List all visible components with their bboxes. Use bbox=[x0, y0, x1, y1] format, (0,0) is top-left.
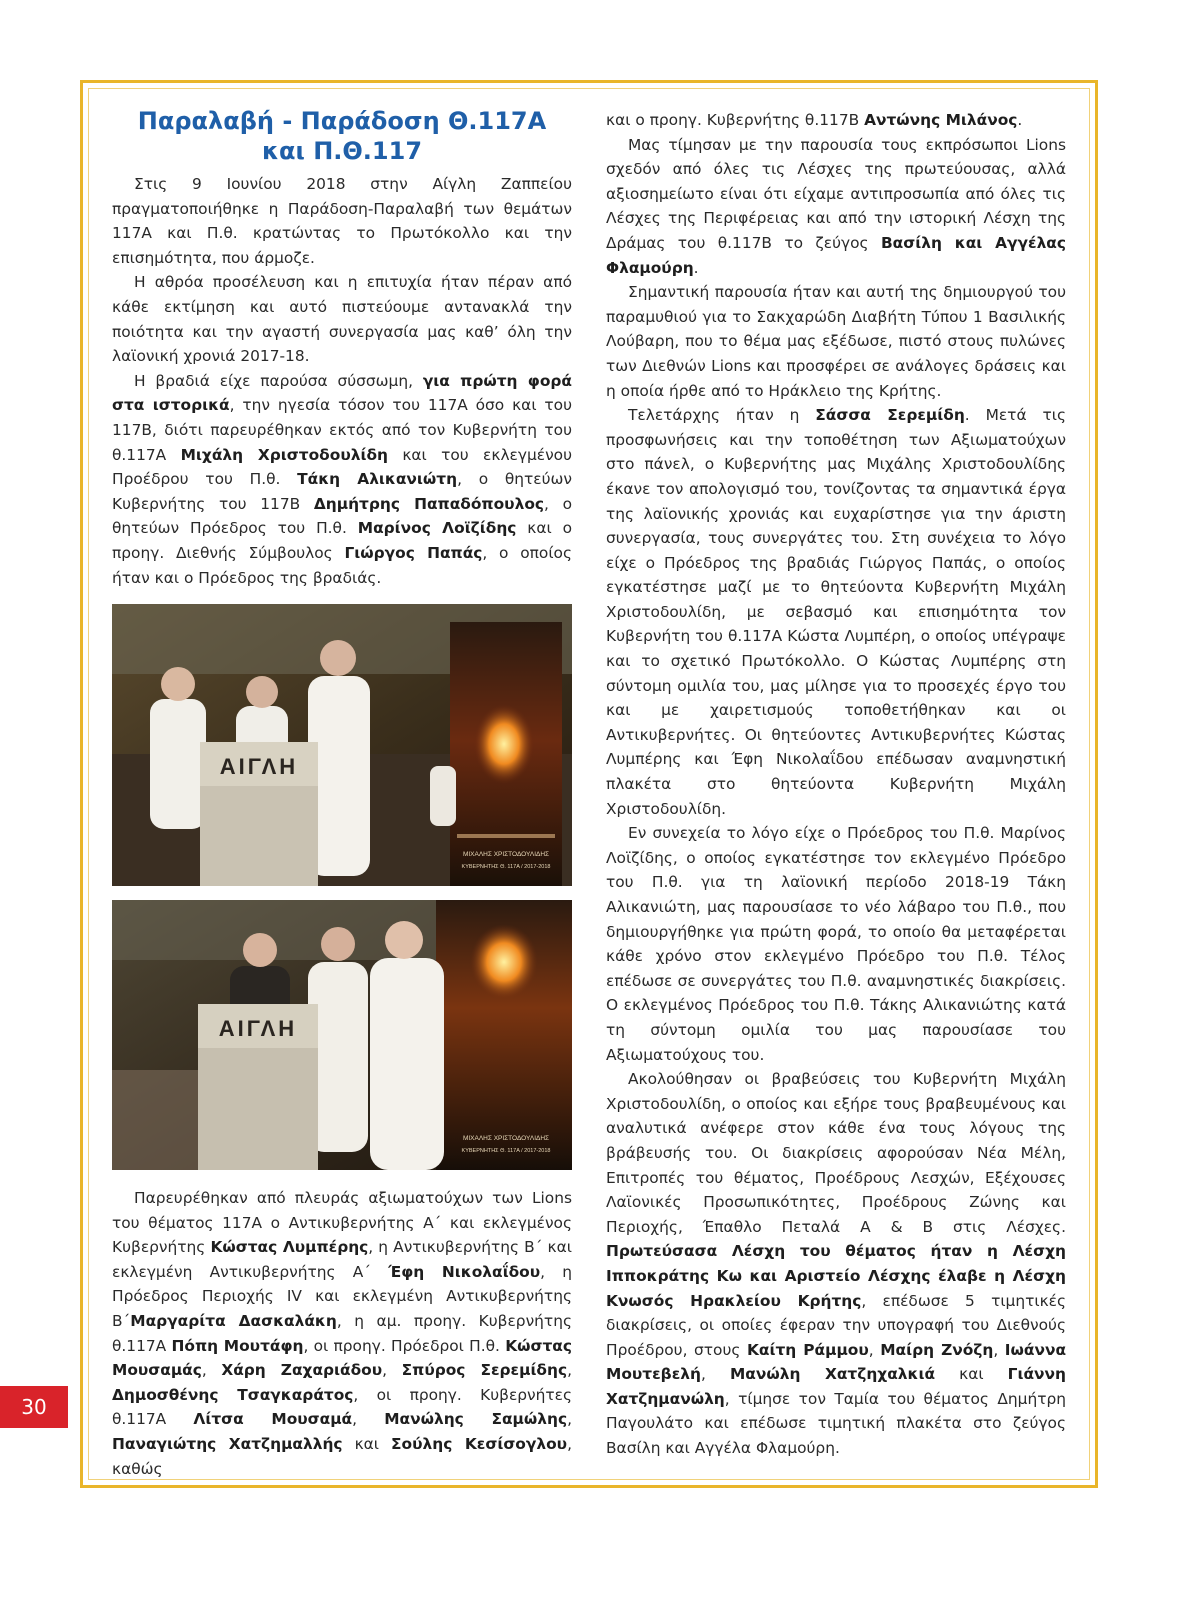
text-run: και του εκλεγμένου Προέδρου του Π.θ. bbox=[112, 445, 573, 489]
text-run: , ο οποίος ήταν και ο Πρόεδρος της βραδιάς. bbox=[112, 543, 572, 587]
podium-text: ΑΙΓΛΗ bbox=[219, 754, 299, 779]
text-run: Παρευρέθηκαν από πλευράς αξιωματούχων των Lions του θέματος 117Α ο Αντικυβερνήτης Α΄ και εκλεγμένος Κυβερνήτης bbox=[112, 1189, 572, 1257]
text-run: και ο προηγ. Διεθνής Σύμβουλος bbox=[112, 519, 573, 562]
bold-run: Χάρη Ζαχαριάδου bbox=[221, 1361, 383, 1380]
article-title bbox=[112, 106, 572, 166]
bold-run: Κώστας Λυμπέρης bbox=[210, 1238, 369, 1257]
bold-run: Δημήτρης Παπαδόπουλος bbox=[313, 494, 545, 513]
bold-run: Βασίλη και Αγγέλας Φλαμούρη bbox=[606, 233, 1066, 277]
text-run: , bbox=[352, 1410, 385, 1429]
bold-run: Δημοσθένης Τσαγκαράτος bbox=[112, 1385, 354, 1404]
paragraph bbox=[112, 369, 572, 590]
bold-run: Λίτσα Μουσαμά bbox=[193, 1410, 353, 1429]
text-run: , οι προηγ. Πρόεδροι Π.θ. bbox=[303, 1336, 506, 1355]
event-photo-podium-image bbox=[112, 604, 572, 886]
text-run: , bbox=[382, 1361, 402, 1380]
article-title-line-1: Παραλαβή - Παράδοση Θ.117Α bbox=[137, 107, 547, 135]
text-run: , ο θητεύων Κυβερνήτης του 117Β bbox=[112, 470, 572, 513]
bold-run: Μαρίνος Λοϊζίδης bbox=[357, 519, 517, 538]
left-column-text bbox=[112, 172, 572, 590]
bold-run: Καίτη Ράμμου bbox=[746, 1340, 869, 1359]
banner-sub-text: ΚΥΒΕΡΝΗΤΗΣ Θ. 117Α / 2017-2018 bbox=[461, 864, 551, 870]
bold-run: Γιάννη Χατζημανώλη bbox=[606, 1365, 1066, 1408]
paragraph bbox=[606, 133, 1066, 281]
paragraph: Η αθρόα προσέλευση και η επιτυχία ήταν πέραν από κάθε εκτίμηση και αυτό πιστεύουμε αντανακλά την ποιότητα και την αγαστή συνεργασία μας καθ’ όλη την λαϊονική χρονιά 2017-18. bbox=[112, 273, 572, 366]
left-column-bottom-text bbox=[112, 1186, 572, 1481]
bold-run: για πρώτη φορά στα ιστορικά bbox=[112, 371, 572, 415]
text-run: Τελετάρχης ήταν η bbox=[628, 406, 816, 425]
event-photo-signing bbox=[112, 900, 572, 1170]
bold-run: Έφη Νικολαΐδου bbox=[388, 1262, 541, 1281]
paragraph: Στις 9 Ιουνίου 2018 στην Αίγλη Ζαππείου πραγματοποιήθηκε η Παράδοση-Παραλαβή των θεμάτων 117Α και Π.θ. κρατώντας το Πρωτόκολλο και την επισημότητα, που άρμοζε. bbox=[112, 175, 572, 267]
paragraph bbox=[606, 108, 1066, 133]
right-column-text bbox=[606, 108, 1066, 1461]
text-run: , bbox=[567, 1361, 572, 1380]
bold-run: Σπύρος Σερεμίδης bbox=[401, 1361, 568, 1380]
bold-run: Κώστας Μουσαμάς bbox=[112, 1336, 572, 1380]
article-title-line-2: και Π.Θ.117 bbox=[261, 137, 423, 165]
podium-text: ΑΙΓΛΗ bbox=[218, 1016, 298, 1041]
text-run: , ο θητεύων Πρόεδρος του Π.θ. bbox=[112, 494, 573, 538]
text-run: και ο προηγ. Κυβερνήτης θ.117Β bbox=[606, 111, 865, 129]
bold-run: Μαίρη Ζνόζη bbox=[880, 1340, 994, 1359]
text-run: , bbox=[700, 1365, 730, 1384]
bold-run: Μιχάλη Χριστοδουλίδη bbox=[180, 445, 388, 464]
bold-run: Παναγιώτης Χατζημαλλής bbox=[112, 1434, 343, 1453]
banner-name-text: ΜΙΧΑΛΗΣ ΧΡΙΣΤΟΔΟΥΛΙΔΗΣ bbox=[462, 1135, 550, 1142]
bold-run: Γιώργος Παπάς bbox=[344, 543, 483, 562]
text-run: , την ηγεσία τόσον του 117Α όσο και του 117Β, διότι παρευρέθηκαν εκτός από τον Κυβερνήτη του θ.117Α bbox=[112, 396, 572, 464]
paragraph: Εν συνεχεία το λόγο είχε ο Πρόεδρος του Π.θ. Μαρίνος Λοϊζίδης, ο οποίος εγκατέστησε τον εκλεγμένο Πρόεδρο του Π.θ. για τη λαϊονική περίοδο 2018-19 Τάκη Αλικανιώτη, μας παρουσίασε το νέο λάβαρο του Π.θ., που δημιουργήθηκε για πρώτη φορά, το οποίο θα μεταφέρεται κάθε χρόνο στον εκλεγμένο Πρόεδρο του Π.θ. Τέλος επέδωσε σε συνεργάτες του Π.θ. αναμνηστικές διακρίσεις. Ο εκλεγμένος Πρόεδρος του Π.θ. Τάκης Αλικανιώτης κατά τη σύντομη ομιλία του μας παρουσίασε του Αξιωματούχους του. bbox=[606, 824, 1066, 1064]
paragraph: Σημαντική παρουσία ήταν και αυτή της δημιουργού του παραμυθιού για το Σακχαρώδη Διαβήτη Τύπου 1 Βασιλικής Λούβαρη, που το θέμα μας εξέδωσε, πιστό στους πυλώνες των Διεθνών Lions και προσφέρει σε ανάλογες δράσεις και η οποία ήρθε από το Ηράκλειο της Κρήτης. bbox=[606, 283, 1066, 400]
text-run: Μας τίμησαν με την παρουσία τους εκπρόσωποι Lions σχεδόν από όλες τις Λέσχες της πρωτεύουσας, αλλά αξιοσημείωτο είναι ότι είχαμε αντιπροσωπία από όλες τις Λέσχες της Περιφέρειας και από την ιστορική Λέσχη της Δράμας του θ.117Β το ζεύγος bbox=[606, 135, 1066, 252]
text-run: και bbox=[935, 1365, 1008, 1384]
banner-name-text: ΜΙΧΑΛΗΣ ΧΡΙΣΤΟΔΟΥΛΙΔΗΣ bbox=[462, 851, 550, 858]
banner-sub-text: ΚΥΒΕΡΝΗΤΗΣ Θ. 117Α / 2017-2018 bbox=[461, 1148, 551, 1154]
text-run: . Μετά τις προσφωνήσεις και την τοποθέτηση των Αξιωματούχων στο πάνελ, ο Κυβερνήτης μας Μιχάλης Χριστοδουλίδης έκανε τον απολογισμό του, τονίζοντας τα σημαντικά έργα της λαϊονικής χρονιάς και ευχαρίστησε για την άριστη συνεργασία, τους συνεργάτες του. Στη συνέχεια το λόγο είχε ο Πρόεδρος της βραδιάς Γιώργος Παπάς, ο οποίος εγκατέστησε μαζί με το θητεύοντα Κυβερνήτη Μιχάλη Χριστοδουλίδη, με σεβασμό και επισημότητα τον Κυβερνήτη του θ.117Α Κώστα Λυμπέρη, ο οποίος υπέγραψε και το σχετικό Πρωτόκολλο. Ο Κώστας Λυμπέρης στη σύντομη ομιλία του, μας μίλησε για το προσεχές έργο του και με χαιρετισμούς τοποθετήθηκαν και οι Αντικυβερνήτες. Οι θητεύοντες Αντικυβερνήτες Κώστας Λυμπέρης και Έφη Νικολαΐδου επέδωσαν αναμνηστική πλακέτα στο θητεύοντα Κυβερνήτη Μιχάλη Χριστοδουλίδη. bbox=[606, 406, 1066, 818]
text-run: , επέδωσε 5 τιμητικές διακρίσεις, οι οποίες έφεραν την υπογραφή του Διεθνούς Προέδρου, στους bbox=[606, 1291, 1066, 1359]
bold-run: Σάσσα Σερεμίδη bbox=[815, 406, 965, 425]
bold-run: Μανώλης Σαμώλης bbox=[384, 1410, 568, 1429]
event-photo-podium bbox=[112, 604, 572, 886]
bold-run: Τάκη Αλικανιώτη bbox=[297, 470, 458, 489]
text-run: , bbox=[993, 1340, 1005, 1359]
text-run: και bbox=[342, 1434, 392, 1453]
text-run: , η Αντικυβερνήτης Β΄ και εκλεγμένη Αντικυβερνήτης Α΄ bbox=[112, 1238, 572, 1281]
bold-run: Αντώνης Μιλάνος bbox=[864, 111, 1018, 129]
text-run: , bbox=[201, 1361, 222, 1380]
text-run: . bbox=[1017, 111, 1023, 129]
bold-run: Πρωτεύσασα Λέσχη του θέματος ήταν η Λέσχη Ιπποκράτης Κω και Αριστείο Λέσχης έλαβε η Λέσχη Κνωσός Ηρακλείου Κρήτης bbox=[606, 1242, 1066, 1310]
paragraph bbox=[606, 403, 1066, 821]
text-run: , bbox=[868, 1340, 881, 1359]
text-run: Η βραδιά είχε παρούσα σύσσωμη, bbox=[134, 371, 423, 390]
bold-run: Μαργαρίτα Δασκαλάκη bbox=[130, 1311, 337, 1330]
bold-run: Πόπη Μουτάφη bbox=[171, 1336, 304, 1355]
paragraph bbox=[606, 1067, 1066, 1461]
text-run: , η αμ. προηγ. Κυβερνήτης θ.117Α bbox=[112, 1311, 572, 1355]
text-run: , οι προηγ. Κυβερνήτες θ.117Α bbox=[112, 1385, 573, 1429]
bold-run: Μανώλη Χατζηχαλκιά bbox=[729, 1365, 936, 1384]
text-run: , bbox=[567, 1410, 572, 1429]
text-run: , καθώς bbox=[112, 1434, 572, 1478]
text-run: , η Πρόεδρος Περιοχής IV και εκλεγμένη Αντικυβερνήτης Β΄ bbox=[112, 1262, 572, 1330]
event-photo-signing-image bbox=[112, 900, 572, 1170]
paragraph bbox=[112, 1186, 572, 1481]
text-run: Ακολούθησαν οι βραβεύσεις του Κυβερνήτη Μιχάλη Χριστοδουλίδη, ο οποίος και εξήρε τους βραβευμένους και αναλυτικά ανέφερε στον κάθε ένα τους λόγους της βράβευσής του. Οι διακρίσεις αφορούσαν Νέα Μέλη, Επιτροπές του θέματος, Προέδρους Λεσχών, Εξέχουσες Λαϊονικές Προσωπικότητες, Προέδρους Ζώνης και Περιοχής, Έπαθλο Πεταλά Α & Β στις Λέσχες. bbox=[606, 1070, 1066, 1236]
bold-run: Ιωάννα Μουτεβελή bbox=[606, 1340, 1067, 1384]
text-run: . bbox=[693, 258, 699, 277]
text-run: , τίμησε τον Ταμία του θέματος Δημήτρη Παγουλάτο και επέδωσε τιμητική πλακέτα στο ζεύγος Βασίλη και Αγγέλα Φλαμούρη. bbox=[606, 1389, 1066, 1458]
bold-run: Σούλης Κεσίσογλου bbox=[391, 1434, 568, 1453]
page-number: 30 bbox=[0, 1386, 68, 1428]
